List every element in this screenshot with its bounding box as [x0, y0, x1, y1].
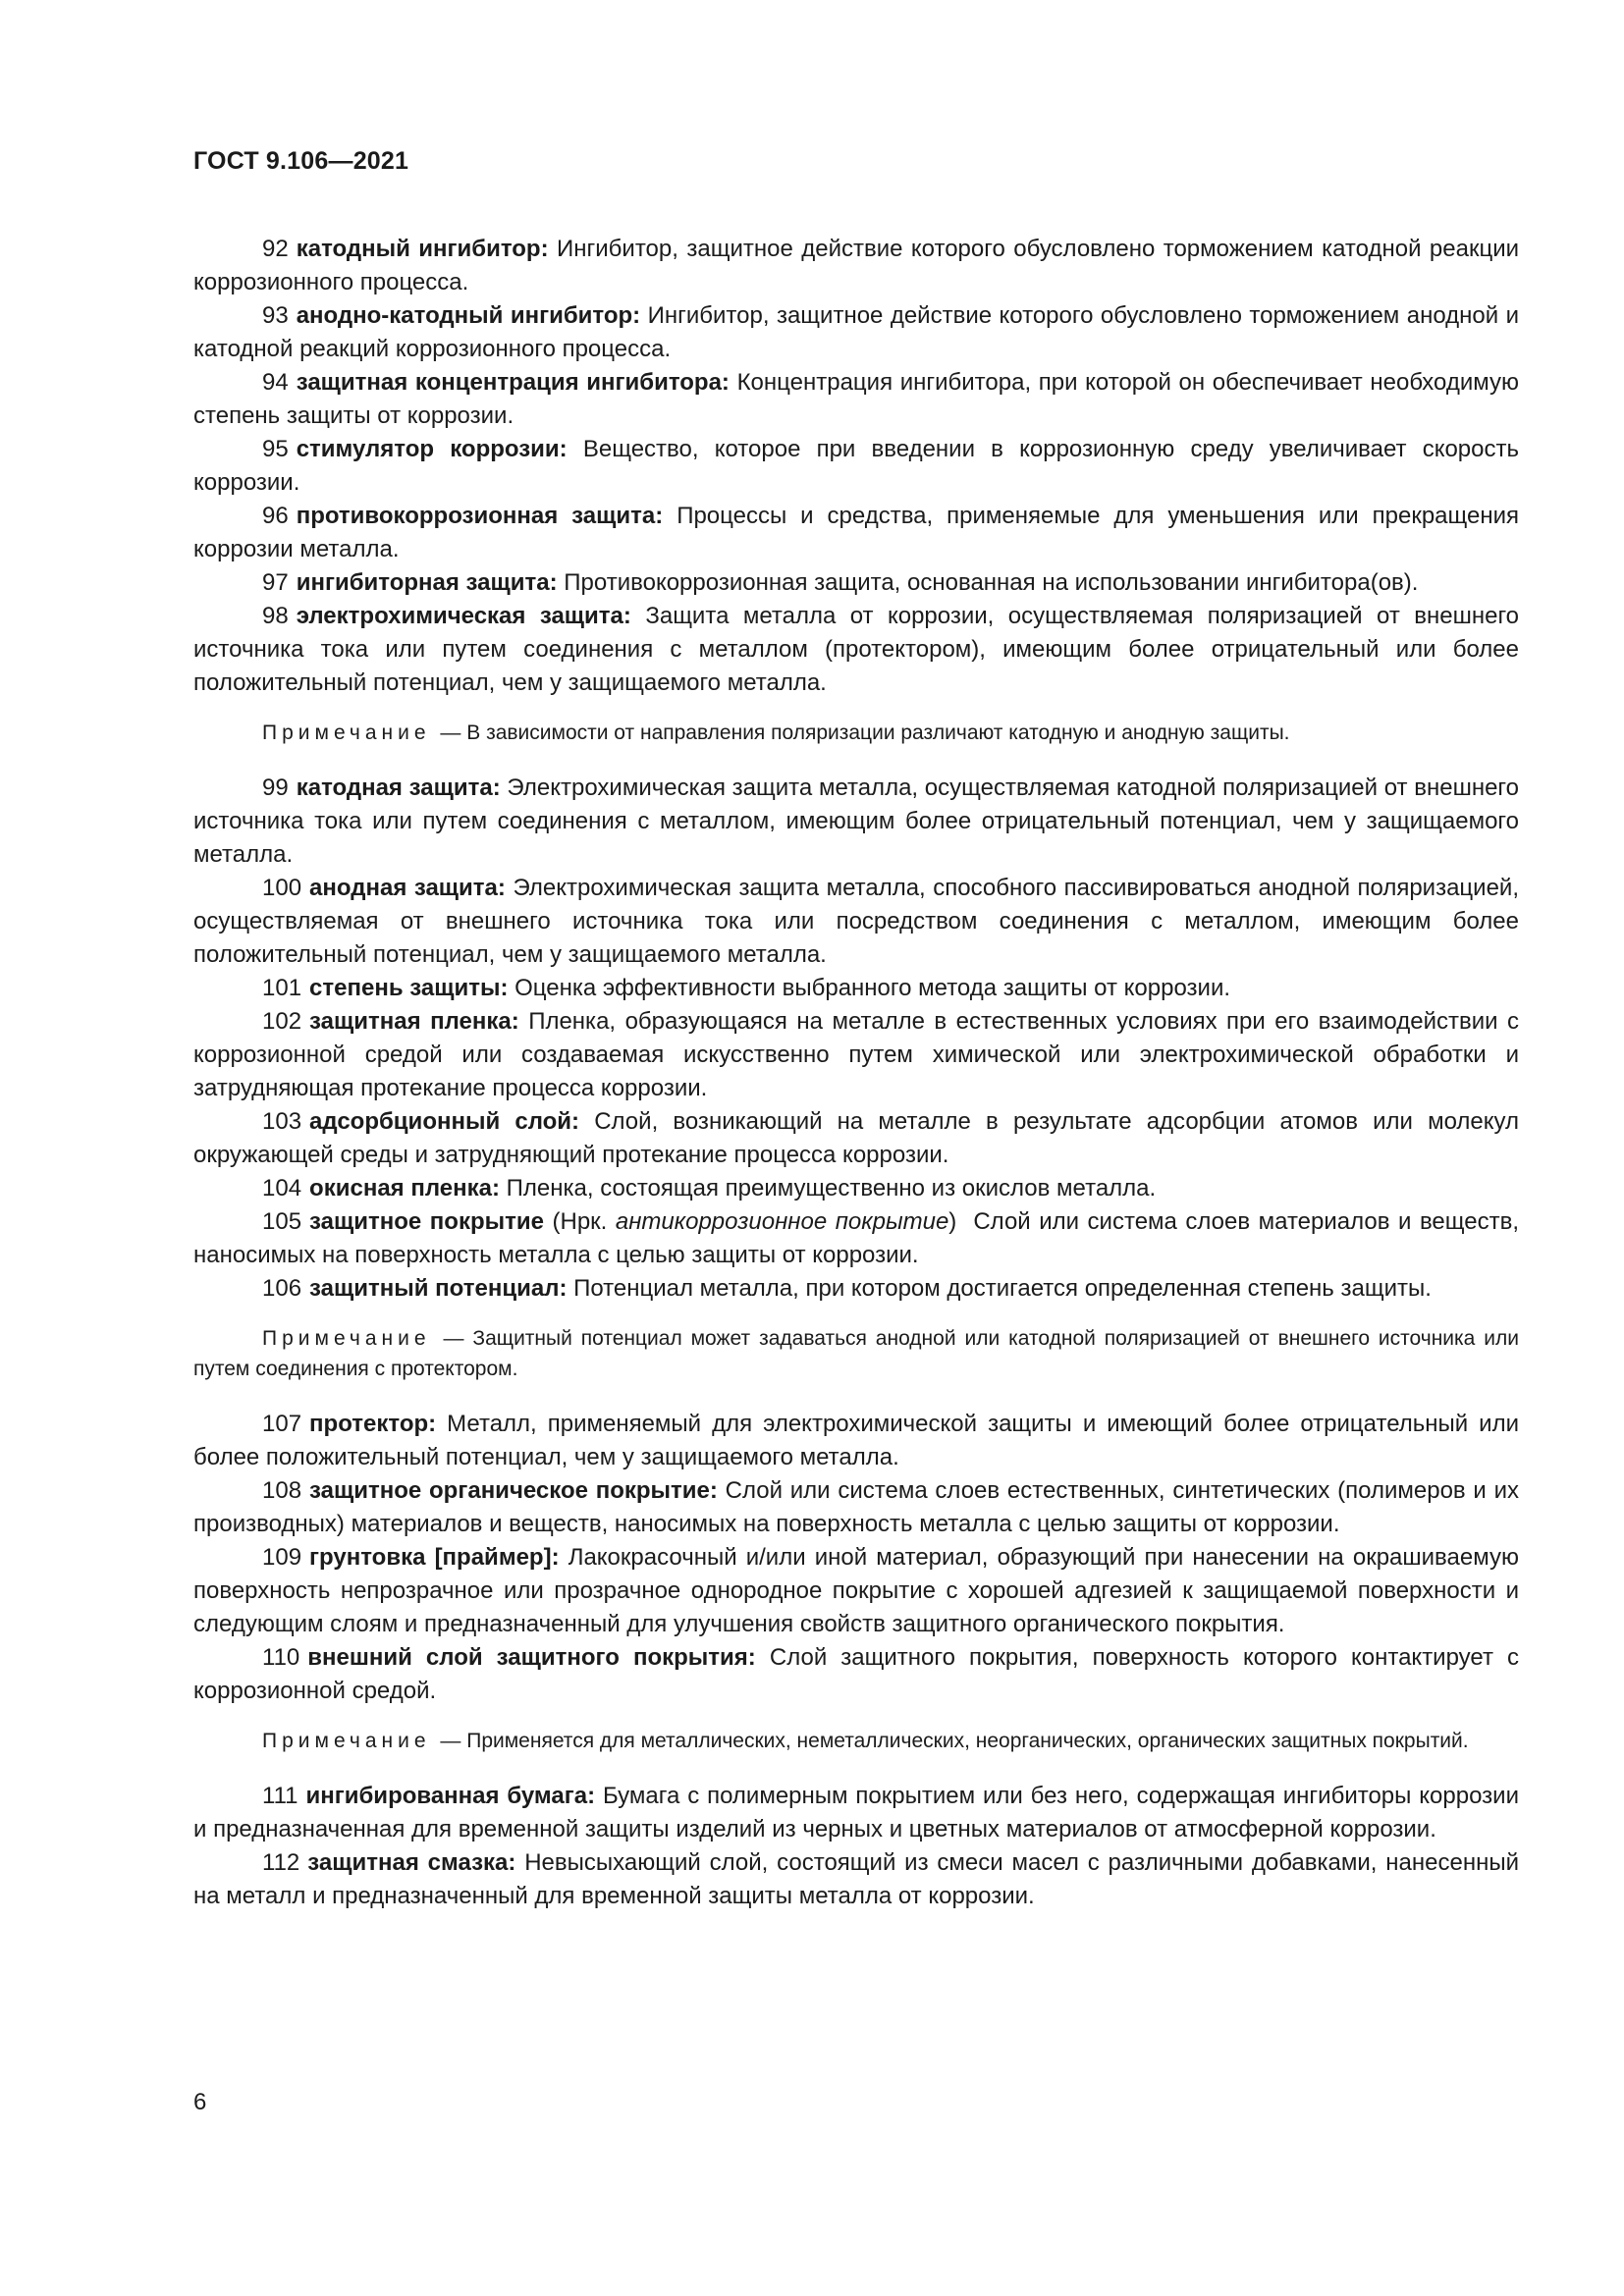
- term-93: [193, 299, 1519, 366]
- term-name: защитная концентрация ингибитора:: [296, 369, 730, 396]
- term-definition: Концентрация ингибитора, при которой он обеспечивает необходимую степень защиты от коррозии.: [193, 369, 1520, 429]
- term-name: защитная пленка:: [309, 1008, 519, 1035]
- term-definition: Пленка, образующаяся на металле в естественных условиях при его взаимодействии с коррозионной средой или создаваемая искусственно путем химической или электрохимической обработки и затрудняющая протекание процесса коррозии.: [193, 1008, 1520, 1101]
- term-name: ингибиторная защита:: [296, 569, 558, 596]
- term-definition: Электрохимическая защита металла, способного пассивироваться анодной поляризацией, осуществляемая от внешнего источника тока или посредством соединения с металлом, имеющим более положительный потенциал, чем у защищаемого металла.: [193, 875, 1520, 968]
- term-number: 101: [262, 975, 302, 1001]
- term-definition: Противокоррозионная защита, основанная на использовании ингибитора(ов).: [564, 569, 1419, 596]
- term-number: 103: [262, 1108, 302, 1135]
- note-label: Примечание: [262, 721, 431, 744]
- term-number: 112: [262, 1849, 300, 1876]
- term-103: [193, 1105, 1519, 1172]
- term-name: адсорбционный слой:: [309, 1108, 580, 1135]
- note-1: [193, 718, 1519, 748]
- term-94: [193, 366, 1519, 433]
- term-number: 108: [262, 1477, 302, 1504]
- term-definition: Процессы и средства, применяемые для уменьшения или прекращения коррозии металла.: [193, 503, 1519, 562]
- term-name: защитная смазка:: [307, 1849, 516, 1876]
- term-name: катодный ингибитор:: [296, 236, 549, 262]
- term-definition: Вещество, которое при введении в коррозионную среду увеличивает скорость коррозии.: [193, 436, 1520, 496]
- term-number: 97: [262, 569, 289, 596]
- note-label: Примечание: [262, 1327, 431, 1350]
- term-definition: Слой или система слоев естественных, синтетических (полимеров и их производных) материалов и веществ, наносимых на поверхность металла с целью защиты от коррозии.: [193, 1477, 1520, 1537]
- term-definition: Слой защитного покрытия, поверхность которого контактирует с коррозионной средой.: [193, 1644, 1520, 1704]
- term-definition: Лакокрасочный и/или иной материал, образующий при нанесении на окрашиваемую поверхность непрозрачное или прозрачное однородное покрытие с хорошей адгезией к защищаемой поверхности и следующим слоям и предназначенный для улучшения свойств защитного органического покрытия.: [193, 1544, 1519, 1637]
- term-104: [193, 1172, 1519, 1205]
- term-109: [193, 1541, 1519, 1641]
- term-name: протектор:: [309, 1411, 437, 1437]
- page-number: 6: [193, 2089, 207, 2115]
- term-number: 110: [262, 1644, 300, 1671]
- term-106: [193, 1272, 1519, 1306]
- term-alt-suffix: ): [948, 1208, 957, 1235]
- term-definition: Ингибитор, защитное действие которого обусловлено торможением анодной и катодной реакций коррозионного процесса.: [193, 302, 1520, 362]
- term-name: анодно-катодный ингибитор:: [296, 302, 641, 329]
- term-alt-name: антикоррозионное покрытие: [615, 1208, 949, 1235]
- term-108: [193, 1474, 1519, 1541]
- term-name: степень защиты:: [309, 975, 509, 1001]
- term-99: [193, 772, 1519, 872]
- term-name: грунтовка [праймер]:: [309, 1544, 560, 1571]
- note-text: — Применяется для металлических, неметаллических, неорганических, органических защитных покрытий.: [440, 1730, 1469, 1752]
- term-name: анодная защита:: [309, 875, 506, 901]
- term-name: защитное покрытие: [309, 1208, 544, 1235]
- term-111: [193, 1780, 1519, 1846]
- term-definition: Невысыхающий слой, состоящий из смеси масел с различными добавками, нанесенный на металл и предназначенный для временной защиты металла от коррозии.: [193, 1849, 1519, 1909]
- term-number: 109: [262, 1544, 302, 1571]
- term-definition: Электрохимическая защита металла, осуществляемая катодной поляризацией от внешнего источника тока или путем соединения с металлом, имеющим более отрицательный потенциал, чем у защищаемого металла.: [193, 774, 1520, 868]
- term-name: стимулятор коррозии:: [296, 436, 568, 462]
- term-name: защитный потенциал:: [309, 1275, 568, 1302]
- term-definition: Оценка эффективности выбранного метода защиты от коррозии.: [514, 975, 1231, 1001]
- term-definition: Бумага с полимерным покрытием или без него, содержащая ингибиторы коррозии и предназначенная для временной защиты изделий из черных и цветных материалов от атмосферной коррозии.: [193, 1783, 1519, 1842]
- term-101: [193, 972, 1519, 1005]
- note-label: Примечание: [262, 1730, 431, 1752]
- term-number: 92: [262, 236, 289, 262]
- term-number: 94: [262, 369, 289, 396]
- term-alt-prefix: (Нрк.: [552, 1208, 608, 1235]
- term-number: 106: [262, 1275, 302, 1302]
- note-3: [193, 1726, 1519, 1756]
- document-page: [193, 147, 1519, 1913]
- term-definition: Металл, применяемый для электрохимической защиты и имеющий более отрицательный или более положительный потенциал, чем у защищаемого металла.: [193, 1411, 1519, 1470]
- term-100: [193, 872, 1519, 972]
- term-number: 100: [262, 875, 302, 901]
- term-95: [193, 433, 1519, 500]
- note-2: [193, 1323, 1519, 1384]
- note-text: — В зависимости от направления поляризации различают катодную и анодную защиты.: [440, 721, 1290, 744]
- term-name: защитное органическое покрытие:: [309, 1477, 718, 1504]
- term-definition: Ингибитор, защитное действие которого обусловлено торможением катодной реакции коррозионного процесса.: [193, 236, 1520, 295]
- note-text: — Защитный потенциал может задаваться анодной или катодной поляризацией от внешнего источника или путем соединения с протектором.: [193, 1327, 1519, 1380]
- term-name: электрохимическая защита:: [296, 603, 631, 629]
- term-name: катодная защита:: [296, 774, 501, 801]
- term-name: ингибированная бумага:: [305, 1783, 596, 1809]
- term-105: [193, 1205, 1519, 1272]
- term-definition: Потенциал металла, при котором достигается определенная степень защиты.: [573, 1275, 1432, 1302]
- term-definition: Защита металла от коррозии, осуществляемая поляризацией от внешнего источника тока или путем соединения с металлом (протектором), имеющим более отрицательный или более положительный потенциал, чем у защищаемого металла.: [193, 603, 1520, 696]
- document-header: ГОСТ 9.106—2021: [193, 147, 409, 175]
- term-definition: Слой или система слоев материалов и веществ, наносимых на поверхность металла с целью защиты от коррозии.: [193, 1208, 1520, 1268]
- term-number: 102: [262, 1008, 302, 1035]
- term-name: окисная пленка:: [309, 1175, 500, 1201]
- term-number: 96: [262, 503, 289, 529]
- term-number: 111: [262, 1783, 298, 1809]
- term-name: противокоррозионная защита:: [296, 503, 664, 529]
- term-definition: Слой, возникающий на металле в результате адсорбции атомов или молекул окружающей среды и затрудняющий протекание процесса коррозии.: [193, 1108, 1519, 1168]
- term-number: 107: [262, 1411, 302, 1437]
- term-name: внешний слой защитного покрытия:: [307, 1644, 756, 1671]
- term-112: [193, 1846, 1519, 1913]
- term-number: 105: [262, 1208, 302, 1235]
- term-number: 104: [262, 1175, 302, 1201]
- term-97: [193, 566, 1519, 600]
- term-110: [193, 1641, 1519, 1708]
- term-102: [193, 1005, 1519, 1105]
- term-number: 93: [262, 302, 289, 329]
- term-number: 99: [262, 774, 289, 801]
- term-number: 98: [262, 603, 289, 629]
- term-107: [193, 1408, 1519, 1474]
- term-definition: Пленка, состоящая преимущественно из окислов металла.: [506, 1175, 1157, 1201]
- term-98: [193, 600, 1519, 700]
- term-96: [193, 500, 1519, 566]
- term-number: 95: [262, 436, 289, 462]
- term-92: [193, 233, 1519, 299]
